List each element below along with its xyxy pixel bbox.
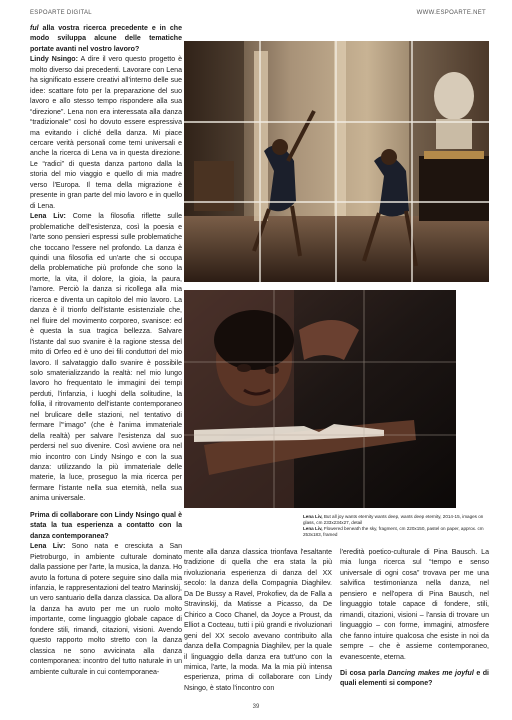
question-1-text: alla vostra ricerca precedente e in che modo sviluppa alcune delle tematiche portate avanti nel vostro lavoro? — [30, 25, 182, 53]
answer-lena-2-text: Sono nata e cresciuta a San Pietroburgo, in ambiente culturale dominato dalla passione per l'arte, la musica, la danza. Ho avuto la fortuna di potere seguire sino dalla mia infanzia, le rappresentazioni del teatro Marinskij, un vero santuario della danza classica. Da allora la danza ha avuto per me un ruolo molto importante, come linguaggio globale capace di fondere stili, rimandi, citazioni, visioni. Avendo questo rapporto molto stretto con la danza classica ne sono avvicinata alla danza contemporanea: incontro del tutto naturale in un ambiente culturale in cui contemporanea- — [30, 543, 183, 676]
answer-lena-1 — [30, 212, 182, 505]
artwork-illustration-hall — [184, 41, 489, 282]
answer-lena-2 — [30, 542, 182, 678]
speaker-lena: Lena Liv: — [30, 543, 66, 551]
text-column-3 — [340, 548, 489, 690]
answer-lindy — [30, 55, 182, 212]
question-3-pre: Di cosa parla — [340, 669, 388, 677]
text-column-2 — [184, 548, 332, 694]
question-1-italic: ful — [30, 25, 39, 32]
question-1 — [30, 24, 182, 55]
artwork-photo-dancer-hall — [184, 41, 489, 282]
text-column-1 — [30, 24, 182, 678]
speaker-lindy: Lindy Nsingo: — [30, 56, 78, 64]
magazine-name: ESPOARTE DIGITAL — [30, 10, 92, 16]
caption-text-2: Flowered beneath the sky, fragment, cm 220x150, pastel on paper, approx. cm 253x183, framed — [303, 526, 484, 537]
magazine-url: WWW.ESPOARTE.NET — [416, 10, 486, 16]
caption-line-2 — [303, 526, 489, 538]
question-3-title: Dancing makes me joyful — [387, 669, 474, 677]
caption-text-1: But all joy wants eternity wants deep, wants deep eternity, 2014-15, images on glass, cm 233x234x27, detail — [303, 514, 484, 525]
question-3 — [340, 669, 489, 690]
answer-lena-1-text: Come la filosofia riflette sulle problematiche dell'esistenza, così la poesia e l'arte sono pensieri espressi sulle problematiche che toccano l'essere nel profondo. La danza è quindi una filosofia ed un'arte che si occupa della problematiche più profonde che sono la morte, la vita, il dolore, la gioia, la paura, l'amore. Perciò la danza si ricollega alla mia ricerca e diventa un capitolo del mio lavoro. La danza è il trionfo dell'istante esistenziale che, nel fluire del movimento corporeo, svanisce: ed è questa la sua tragica bellezza. Salvare l'istante dal suo svanire è la ragione stessa del mito di Orfeo ed è uno dei fili conduttori del mio lavoro. Il salvataggio dallo svanire è possibile solo smaterializzando la realtà: nel mio lungo lavoro ho frequentato le immagini dei tempi perduti, l'infanzia, i luoghi della solitudine, la follia, il ritrovamento dell'istante contemporaneo nel brulicare delle stazioni, nel tentativo di fermare l'“imago” (che è l'anima immateriale della realtà) per salvare l'esistenza dal suo perdersi nel suo divenire. Così avviene ora nel mio incontro con Lindy Nsingo e con la sua danza: utilizzando la più immateriale delle materie, la luce, proseguo la mia ricerca per fermare l'istante nella sua eternità, nella sua anima universale. — [30, 213, 182, 503]
artwork-illustration-portrait — [184, 290, 456, 508]
figure-caption — [303, 514, 489, 538]
artwork-photo-portrait — [184, 290, 456, 508]
question-2: Prima di collaborare con Lindy Nsingo qual è stata la tua esperienza a contatto con la danza contemporanea? — [30, 511, 182, 540]
speaker-lena: Lena Liv: — [30, 213, 66, 221]
caption-artist-2: Lena Liv, — [303, 526, 323, 531]
answer-lindy-text: A dire il vero questo progetto è molto diverso dai precedenti. Lavorare con Lena ha significato essere creativi all'interno delle sue idee: scattare foto per la preparazione del suo lavoro e allo stesso tempo rispondere alla sua “direzione”. Lena non era interessata alla danza “tradizionale” così ho dovuto essere espressiva ma evitando i cliché della danza. Mi piace cercare verità personali come temi universali e anche la ricerca di Lena va in questa direzione. Le “radici” di questa danza partono dalla la storia del mio viaggio e quello di mia madre verso l'Europa. Il tema della migrazione è presente in gran parte del mio lavoro e in quello di Lena. — [30, 56, 182, 210]
page-number: 39 — [252, 704, 260, 710]
column-3-paragraph: l'eredità poetico-culturale di Pina Bausch. La mia lunga ricerca sul “tempo e senso universale di ogni cosa” trovava per me una salvifica testimonianza nella danza, nel pensiero e nell'opera di Pina Bausch, nel linguaggio totale capace di fondere, stili, rimandi, citazioni, visioni – l'ansia di trovare un linguaggio – con forme, immagini, atmosfere che fanno intuire qualcosa che esiste in noi da sempre – che è assieme contemporaneo, evanescente, eterna. — [340, 549, 489, 661]
column-2-paragraph: mente alla danza classica trionfava l'esaltante tradizione di quella che era stata la più rivoluzionaria esperienza di danza del XX secolo: la danza della Compagnia Diaghilev. Da De Bussy a Ravel, Prokofiev, da de Falla a Stravinskij, da Matisse a Picasso, da De Chirico a Coco Chanel, da Joyce a Proust, da Elliot a Cocteau, tutti i più grandi e rivoluzionari geni del XX secolo avevano contribuito alla danza della Compagnia Diaghilev, per la quale il linguaggio della danza era tutt'uno con la mimica, l'arte, la moda. Ma la mia più intensa esperienza, prima di collaborare con Lindy Nsingo, è stato l'incontro con — [184, 549, 332, 692]
caption-line-1 — [303, 514, 489, 526]
caption-artist-1: Lena Liv, — [303, 514, 323, 519]
question-3-post: e di quali elementi si compone? — [340, 669, 490, 688]
page-header — [30, 10, 486, 22]
